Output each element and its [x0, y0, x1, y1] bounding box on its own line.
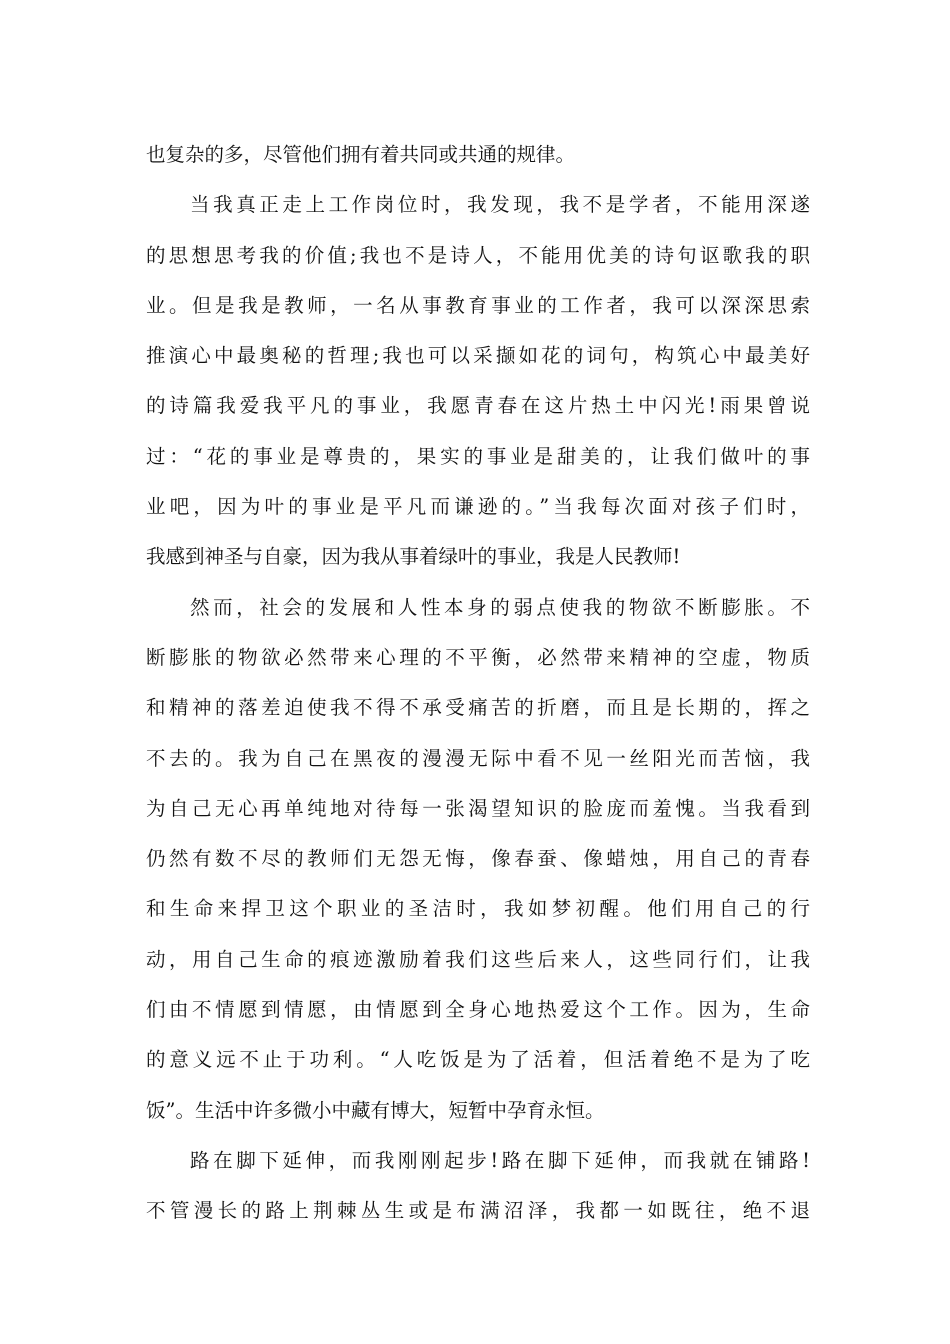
text-line: 推演心中最奥秘的哲理;我也可以采撷如花的词句，构筑心中最美好 [146, 344, 810, 368]
text-line: 不管漫长的路上荆棘丛生或是布满沼泽，我都一如既往，绝不退 [146, 1199, 810, 1223]
text-line: 的诗篇我爱我平凡的事业，我愿青春在这片热土中闪光!雨果曾说 [146, 394, 810, 418]
paragraph-first-line: 路在脚下延伸，而我刚刚起步!路在脚下延伸，而我就在铺路! [190, 1148, 810, 1172]
paragraph-first-line: 当我真正走上工作岗位时，我发现，我不是学者，不能用深遂 [190, 193, 810, 217]
text-line: 的意义远不止于功利。“人吃饭是为了活着，但活着绝不是为了吃 [146, 1048, 810, 1072]
text-line: 过：“花的事业是尊贵的，果实的事业是甜美的，让我们做叶的事 [146, 444, 810, 468]
text-line: 和精神的落差迫使我不得不承受痛苦的折磨，而且是长期的，挥之 [146, 696, 810, 720]
text-line: 和生命来捍卫这个职业的圣洁时，我如梦初醒。他们用自己的行 [146, 897, 810, 921]
text-line: 断膨胀的物欲必然带来心理的不平衡，必然带来精神的空虚，物质 [146, 645, 810, 669]
text-line: 仍然有数不尽的教师们无怨无悔，像春蚕、像蜡烛，用自己的青春 [146, 847, 810, 871]
text-line: 为自己无心再单纯地对待每一张渴望知识的脸庞而羞愧。当我看到 [146, 796, 810, 820]
text-line: 的思想思考我的价值;我也不是诗人，不能用优美的诗句讴歌我的职 [146, 243, 810, 267]
text-line: 我感到神圣与自豪，因为我从事着绿叶的事业，我是人民教师! [146, 545, 681, 569]
paragraph-first-line: 然而，社会的发展和人性本身的弱点使我的物欲不断膨胀。不 [190, 595, 810, 619]
text-line: 饭”。生活中许多微小中藏有博大，短暂中孕育永恒。 [146, 1098, 605, 1122]
text-line: 不去的。我为自己在黑夜的漫漫无际中看不见一丝阳光而苦恼，我 [146, 746, 810, 770]
text-line: 业吧，因为叶的事业是平凡而谦逊的。”当我每次面对孩子们时， [146, 495, 810, 519]
body-text [146, 130, 810, 1237]
text-line: 动，用自己生命的痕迹激励着我们这些后来人，这些同行们，让我 [146, 947, 810, 971]
text-line: 也复杂的多，尽管他们拥有着共同或共通的规律。 [146, 143, 576, 166]
text-line: 业。但是我是教师，一名从事教育事业的工作者，我可以深深思索 [146, 293, 810, 317]
text-line: 们由不情愿到情愿，由情愿到全身心地热爱这个工作。因为，生命 [146, 998, 810, 1022]
